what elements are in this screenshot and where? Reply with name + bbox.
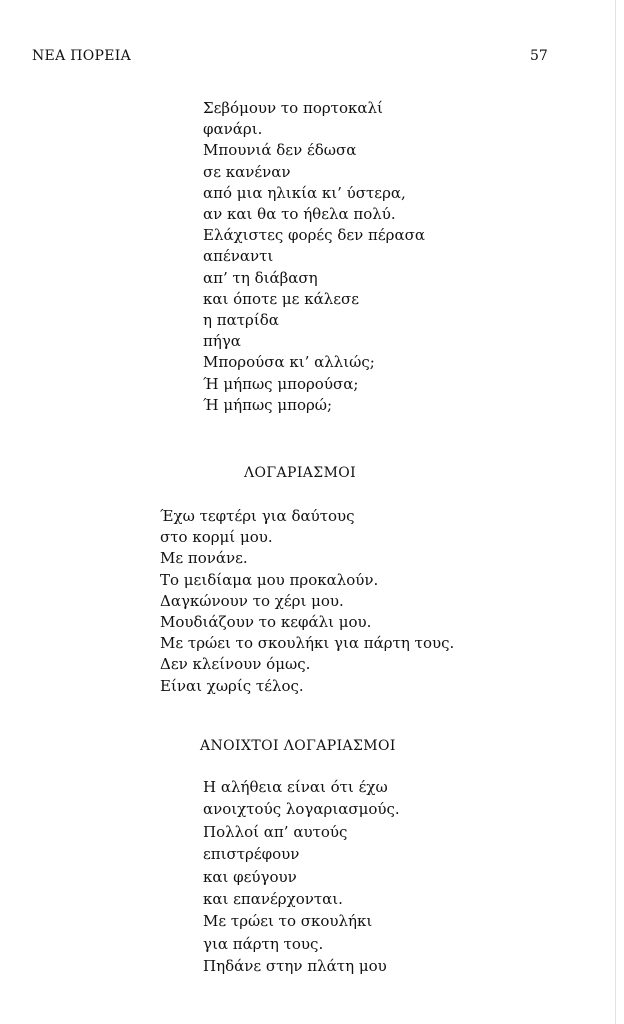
poem-line: Πηδάνε στην πλάτη μου	[203, 957, 387, 976]
poem-line: και φεύγουν	[203, 867, 297, 886]
poem-line: Η αλήθεια είναι ότι έχω	[203, 778, 388, 796]
poem-line: Έχω τεφτέρι για δαύτους	[160, 507, 355, 525]
poem-line: απ’ τη διάβαση	[203, 268, 318, 287]
poem-title-anoixtoi-logariasmoi: ΑΝΟΙΧΤΟΙ ΛΟΓΑΡΙΑΣΜΟΙ	[200, 738, 396, 754]
poem-line: για πάρτη τους.	[203, 934, 324, 953]
poem-line: αν και θα το ήθελα πολύ.	[203, 205, 396, 224]
poem-line: Ελάχιστες φορές δεν πέρασα	[203, 226, 425, 245]
poem-logariasmoi-stanza	[160, 506, 454, 697]
poem-line: επιστρέφουν	[203, 845, 300, 864]
poem-line: Το μειδίαμα μου προκαλούν.	[160, 570, 379, 589]
poem-line: Ή μήπως μπορώ;	[203, 395, 333, 414]
poem-line: Πολλοί απ’ αυτούς	[203, 822, 348, 841]
poem-line: Μπορούσα κι’ αλλιώς;	[203, 353, 375, 372]
poem-line: Μουδιάζουν το κεφάλι μου.	[160, 613, 372, 632]
poem-line: Μπουνιά δεν έδωσα	[203, 141, 357, 160]
poem-line: Είναι χωρίς τέλος.	[160, 676, 304, 695]
poem-line: φανάρι.	[203, 120, 263, 139]
poem-line: Με τρώει το σκουλήκι	[203, 912, 373, 931]
running-head: ΝΕΑ ΠΟΡΕΙΑ	[32, 48, 131, 64]
poem-continued-stanza	[203, 98, 425, 416]
poem-line: και επανέρχονται.	[203, 890, 343, 909]
poem-line: Ή μήπως μπορούσα;	[203, 374, 359, 393]
poem-line: πήγα	[203, 332, 241, 351]
poem-anoixtoi-stanza	[203, 776, 400, 978]
poem-line: Με τρώει το σκουλήκι για πάρτη τους.	[160, 634, 455, 653]
poem-line: στο κορμί μου.	[160, 528, 273, 547]
poem-line: σε κανέναν	[203, 162, 291, 181]
page-number: 57	[530, 48, 548, 64]
poem-line: Δεν κλείνουν όμως.	[160, 655, 311, 674]
poem-line: η πατρίδα	[203, 311, 279, 330]
poem-line: Σεβόμουν το πορτοκαλί	[203, 99, 383, 117]
poem-line: από μια ηλικία κι’ ύστερα,	[203, 183, 406, 202]
poem-line: και όποτε με κάλεσε	[203, 289, 359, 308]
poem-line: Δαγκώνουν το χέρι μου.	[160, 591, 344, 610]
page-edge	[615, 0, 616, 1024]
poem-line: Με πονάνε.	[160, 549, 248, 568]
poem-line: απέναντι	[203, 247, 274, 266]
poem-line: ανοιχτούς λογαριασμούς.	[203, 800, 400, 819]
poem-title-logariasmoi: ΛΟΓΑΡΙΑΣΜΟΙ	[244, 465, 357, 481]
